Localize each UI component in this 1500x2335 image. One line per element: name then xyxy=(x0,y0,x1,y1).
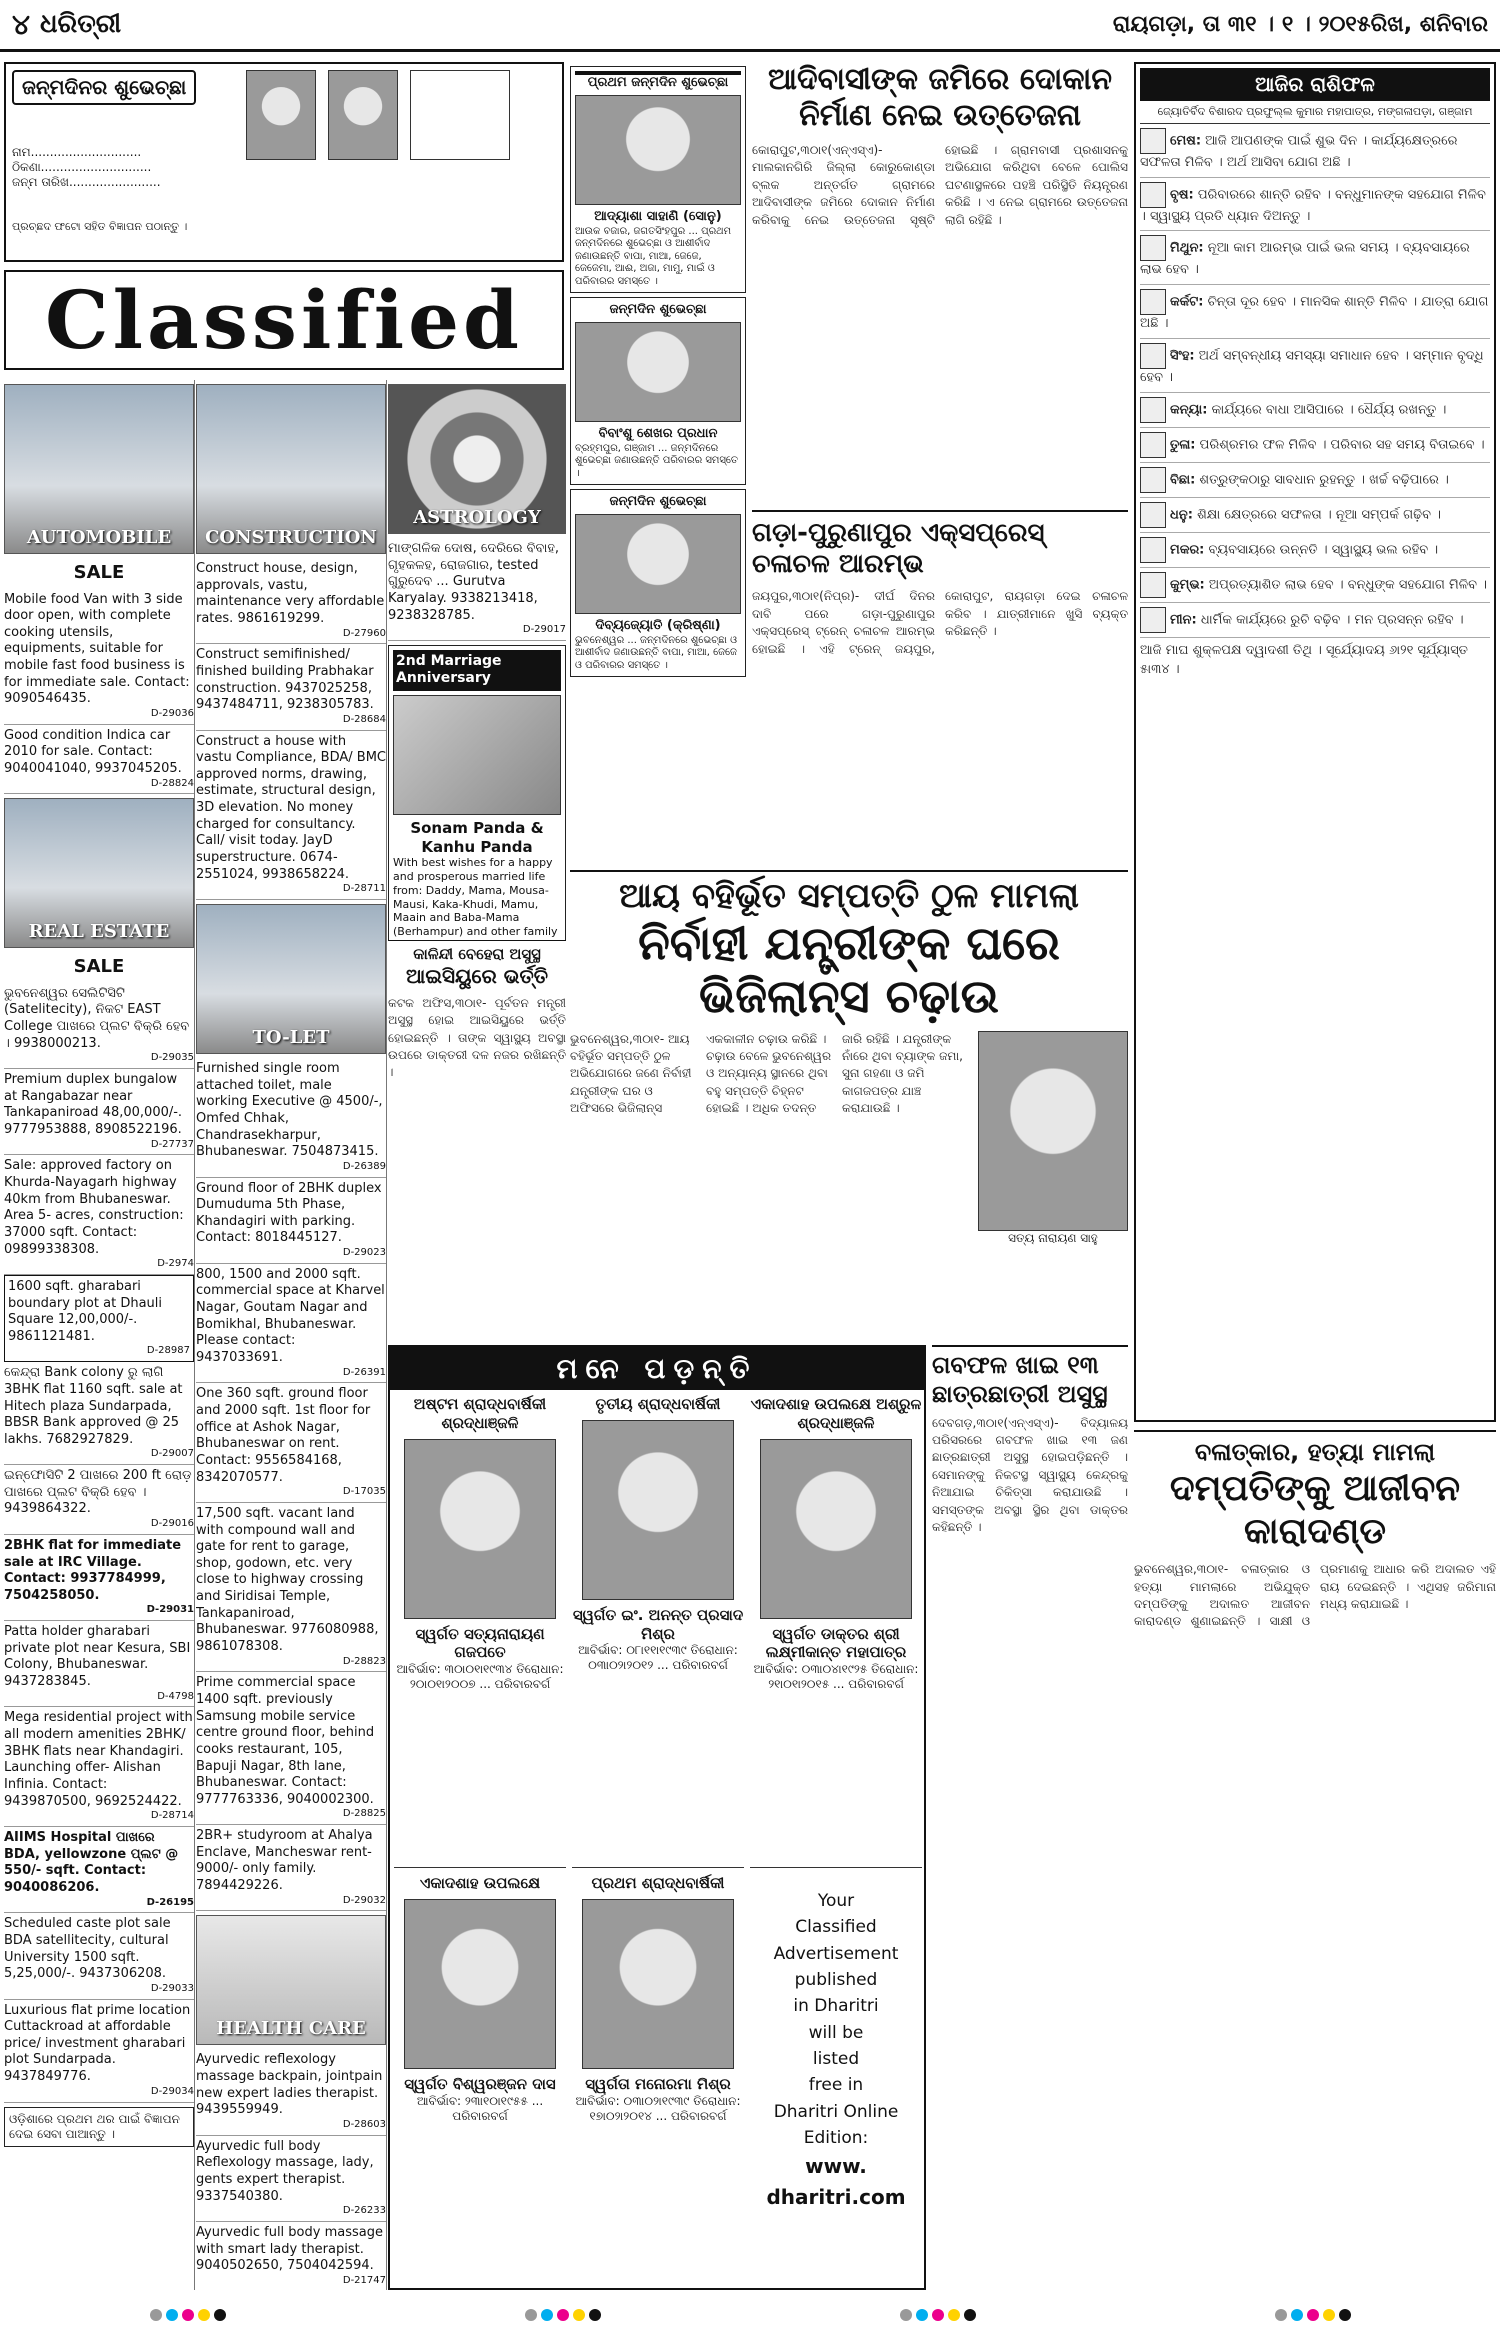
classified-ad: Prime commercial space 1400 sqft. previously Samsung mobile service centre ground floor, behind cooks restaurant, 105, Bapuji Nagar, 8th lane, Bhubaneswar. Contact: 9777763336, 9040002300. D-28825 xyxy=(196,1672,386,1825)
person-photo xyxy=(404,1439,556,1619)
headline: ଗଡ଼ା-ପୁରୁଣାପୁର ଏକ୍ସପ୍ରେସ୍ ଚଳାଚଳ ଆରମ୍ଭ xyxy=(752,518,1045,580)
masthead xyxy=(0,0,1500,52)
health-care-label: HEALTH CARE xyxy=(216,2017,366,2039)
obituary xyxy=(572,1867,744,2124)
person-photo xyxy=(978,1031,1128,1231)
column-rule xyxy=(386,380,387,2290)
sale-heading: SALE xyxy=(73,562,125,583)
kicker: ବଳାତ୍କାର, ହତ୍ୟା ମାମଲା xyxy=(1194,1438,1436,1466)
obit-text: ଆବିର୍ଭାବ: ୦୩ା୦୨ା୧୯୩୯ ତିରୋଧାନ: ୧୭ା୦୨ା୨୦୧୪ ... ପରିବାରବର୍ଗ xyxy=(575,2093,741,2123)
capricorn-icon xyxy=(1140,537,1166,563)
anniversary-text: With best wishes for a happy and prosperous married life from: Daddy, Mama, Mousa-Mausi, Kaka-Khudi, Mamu, Maain and Baba-Mama (Berhampur) and other family xyxy=(393,856,558,939)
form-note: ପ୍ରଚ୍ଛଦ ଫଟୋ ସହିତ ବିଜ୍ଞାପନ ପଠାନ୍ତୁ । xyxy=(12,220,188,233)
construction-label: CONSTRUCTION xyxy=(205,526,377,548)
birthday-wishes-column xyxy=(570,62,746,942)
wish-title: ପ୍ରଥମ ଜନ୍ମଦିନ ଶୁଭେଚ୍ଛା xyxy=(587,75,729,90)
obituary xyxy=(394,1867,566,2124)
zodiac-entry: ବିଛା: ଶତ୍ରୁଙ୍କଠାରୁ ସାବଧାନ ରୁହନ୍ତୁ । ଖର୍ଚ୍ଚ ବଢ଼ିପାରେ । xyxy=(1140,463,1490,498)
classified-ad: Sale: approved factory on Khurda-Nayagarh highway 40km from Bhubaneswar. Area 5- acres, construction: 37000 sqft. Contact: 09899338308. D-2974 xyxy=(4,1155,194,1275)
story-body: କୋରାପୁଟ,୩୦ା୧(ଏନ୍ଏସ୍‌ଏ)- ମାଲକାନଗିରି ଜିଲ୍ଲା କୋରୁକୋଣ୍ଡା ବ୍ଲକ ଅନ୍ତର୍ଗତ ଗ୍ରାମରେ ଆଦିବାସୀଙ୍କ ଜମିରେ ଦୋକାନ ନିର୍ମାଣ କରିବାକୁ ନେଇ ଉତ୍ତେଜନା ସୃଷ୍ଟି ହୋଇଛି । ଗ୍ରାମବାସୀ ପ୍ରଶାସନକୁ ଅଭିଯୋଗ କରିଥିବା ବେଳେ ପୋଲିସ ଘଟଣାସ୍ଥଳରେ ପହଞ୍ଚି ପରିସ୍ଥିତି ନିୟନ୍ତ୍ରଣ କରିଛି । ଏ ନେଇ ଗ୍ରାମରେ ଉତ୍ତେଜନା ଲାଗି ରହିଛି । xyxy=(752,143,1128,227)
astrology-label: ASTROLOGY xyxy=(413,506,541,528)
lead-story xyxy=(570,870,1128,1340)
classified-ad: Construct a house with vastu Compliance, BDA/ BMC approved norms, drawing, estimate, structural design, 3D elevation. No money charged for consultancy. Call/ visit today. JayD superstructure. 0674-2551024, 9938658224. D-28711 xyxy=(196,731,386,900)
kicker: ଆୟ ବହିର୍ଭୂତ ସମ୍ପତ୍ତି ଠୁଳ ମାମଲା xyxy=(619,876,1079,916)
form-line: ଠିକଣା............................. xyxy=(12,160,152,174)
classified-ad: Construct house, design, approvals, vastu, maintenance very affordable rates. 9861619299. D-27960 xyxy=(196,558,386,644)
horoscope-title: ଆଜିର ରାଶିଫଳ xyxy=(1140,68,1490,101)
automobile-label: AUTOMOBILE xyxy=(26,526,172,548)
virgo-icon xyxy=(1140,397,1166,423)
birthday-wish xyxy=(570,489,746,677)
classified-ad: Good condition Indica car 2010 for sale. Contact: 9040041040, 9937045205. D-28824 xyxy=(4,725,194,795)
wish-text: ଭୁବନେଶ୍ୱର ... ଜନ୍ମଦିନରେ ଶୁଭେଚ୍ଛା ଓ ଆଶୀର୍ବାଦ ଜଣାଉଛନ୍ତି ବାପା, ମାଆ, ଜେଜେ ଓ ପରିବାରର ସମସ୍ତେ । xyxy=(575,634,737,671)
wish-title: ଜନ୍ମଦିନ ଶୁଭେଚ୍ଛା xyxy=(609,302,707,317)
anniversary-ad xyxy=(388,645,566,940)
child-photo xyxy=(575,95,741,205)
obit-title: ପ୍ରଥମ ଶ୍ରାଦ୍ଧବାର୍ଷିକୀ xyxy=(591,1874,725,1892)
almanac: ଆଜି ମାଘ ଶୁକ୍ଳପକ୍ଷ ଦ୍ୱାଦଶୀ ତିଥି । ସୂର୍ଯ୍ୟୋଦୟ ୬ା୨୧ ସୂର୍ଯ୍ୟାସ୍ତ ୫ା୩୪ । xyxy=(1140,642,1468,677)
obit-text: ଆବିର୍ଭାବ: ୦୩ା୦୪ା୧୯୨୫ ତିରୋଧାନ: ୨୧ା୦୧ା୨୦୧୫ ... ପରିବାରବର୍ଗ xyxy=(753,1662,919,1691)
news-story xyxy=(1134,1430,1496,2290)
classified-ad: ଭୁବନେଶ୍ୱର ସେଲିଟିସିଟି (Satelitecity), ନିକଟ EAST College ପାଖରେ ପ୍ଲଟ ବିକ୍ରି ହେବ । 9938000213. D-29035 xyxy=(4,983,194,1069)
obit-name: ସ୍ୱର୍ଗତ ବିଶ୍ୱରଞ୍ଜନ ଦାସ xyxy=(404,2074,556,2093)
libra-icon xyxy=(1140,432,1166,458)
birthday-form-title: ଜନ୍ମଦିନର ଶୁଭେଚ୍ଛା xyxy=(12,70,196,105)
classified-ad: Construct semifinished/ finished building Prabhakar construction. 9437025258, 9437484711, 9238305783. D-28684 xyxy=(196,644,386,730)
classified-ad: Ayurvedic reflexology massage backpain, jointpain new expert ladies therapist. 9439559949. D-28603 xyxy=(196,2049,386,2135)
news-story xyxy=(752,510,1128,870)
issue-date: ରାୟଗଡ଼ା, ତା ୩୧ । ୧ । ୨୦୧୫ରିଖ, ଶନିବାର xyxy=(1112,11,1488,37)
obit-text: ଆବିର୍ଭାବ: ୦୮ା୧୧ା୧୯୩୯ ତିରୋଧାନ: ୦୩ା୦୨ା୨୦୧୨ ... ପରିବାରବର୍ଗ xyxy=(578,1643,738,1673)
classified-ad: AIIMS Hospital ପାଖରେ BDA, yellowzone ପ୍ଲଟ @ 550/- sqft. Contact: 9040086206. D-26195 xyxy=(4,1827,194,1913)
obit-title: ଅଷ୍ଟମ ଶ୍ରାଦ୍ଧବାର୍ଷିକୀ ଶ୍ରଦ୍ଧାଞ୍ଜଳି xyxy=(413,1395,547,1432)
zodiac-entry: କୁମ୍ଭ: ଅପ୍ରତ୍ୟାଶିତ ଲାଭ ହେବ । ବନ୍ଧୁଙ୍କ ସହଯୋଗ ମିଳିବ । xyxy=(1140,568,1490,603)
classified-ad: 2BHK flat for immediate sale at IRC Village. Contact: 9937784999, 7504258050. D-29031 xyxy=(4,1535,194,1621)
classified-ad: 17,500 sqft. vacant land with compound wall and gate for rent to garage, shop, godown, etc. very close to highway crossing and Siridisai Temple, Tankapaniroad, Bhubaneswar. 9776080988, 9861078308. D-28823 xyxy=(196,1503,386,1672)
sale-heading: SALE xyxy=(73,956,125,978)
form-line: ଜନ୍ମ ତାରିଖ........................ xyxy=(12,175,161,189)
photo-caption: ସତ୍ୟ ନାରାୟଣ ସାହୁ xyxy=(1008,1230,1098,1245)
news-story xyxy=(932,1345,1128,2290)
obituary xyxy=(750,1395,922,1692)
news-story xyxy=(388,940,566,1340)
obituary-band: ମନେ ପଡ଼ନ୍ତି xyxy=(390,1347,924,1390)
real-estate-label: REAL ESTATE xyxy=(28,920,170,942)
person-photo xyxy=(404,1899,556,2069)
zodiac-entry: ବୃଷ: ପରିବାରରେ ଶାନ୍ତି ରହିବ । ବନ୍ଧୁମାନଙ୍କ ସହଯୋଗ ମିଳିବ । ସ୍ୱାସ୍ଥ୍ୟ ପ୍ରତି ଧ୍ୟାନ ଦିଅନ୍ତୁ । xyxy=(1140,178,1490,232)
zodiac-entry: କନ୍ୟା: କାର୍ଯ୍ୟରେ ବାଧା ଆସିପାରେ । ଧୈର୍ଯ୍ୟ ରଖନ୍ତୁ । xyxy=(1140,393,1490,428)
anniversary-title: 2nd Marriage Anniversary xyxy=(393,650,561,691)
classified-ad: Furnished single room attached toilet, male working Executive @ 4500/-, Omfed Chhak, Chandrasekharpur, Bhubaneswar. 7504873415. D-26389 xyxy=(196,1058,386,1178)
story-body: ଦେବଗଡ଼,୩୦ା୧(ଏନ୍ଏସ୍‌ଏ)- ବିଦ୍ୟାଳୟ ପରିସରରେ ଗବଫଳ ଖାଇ ୧୩ ଜଣ ଛାତ୍ରଛାତ୍ରୀ ଅସୁସ୍ଥ ହୋଇପଡ଼ିଛନ୍ତି । ସେମାନଙ୍କୁ ନିକଟସ୍ଥ ସ୍ୱାସ୍ଥ୍ୟ କେନ୍ଦ୍ରକୁ ନିଆଯାଇ ଚିକିତ୍ସା କରାଯାଉଛି । ସମସ୍ତଙ୍କ ଅବସ୍ଥା ସ୍ଥିର ଥିବା ଡାକ୍ତର କହିଛନ୍ତି । xyxy=(932,1415,1128,1534)
classified-column-1 xyxy=(4,380,194,2290)
classified-ad: ମାଙ୍ଗଳିକ ଦୋଷ, ଦେରିରେ ବିବାହ, ଗୃହକଳହ, ରୋଜଗାର, tested ଗୁରୁଦେବ ... Gurutva Karyalay. 9338213418, 9238328785. D-29017 xyxy=(388,538,566,641)
obituary xyxy=(394,1395,566,1692)
bottom-note: ଓଡ଼ିଶାରେ ପ୍ରଥମ ଥର ପାଇଁ ବିଜ୍ଞାପନ ଦେଇ ସେବା ପାଆନ୍ତୁ । xyxy=(4,2107,194,2147)
birthday-form xyxy=(4,62,564,262)
horoscope-byline: ଜ୍ୟୋତିର୍ବିଦ ବିଶାରଦ ପ୍ରଫୁଲ୍ଲ କୁମାର ମହାପାତ୍ର, ମଙ୍ଗଳାପଡ଼ା, ଗଞ୍ଜାମ xyxy=(1140,101,1490,124)
classified-ad: 800, 1500 and 2000 sqft. commercial space at Kharvel Nagar, Goutam Nagar and Bomikhal, Bhubaneswar. Please contact: 9437033691. D-26391 xyxy=(196,1264,386,1384)
wish-name: ଆଦ୍ୟାଶା ସାହାଣି (ସୋନୁ) xyxy=(594,209,722,225)
to-let-section-image xyxy=(196,904,386,1054)
wish-name: ଦିବ୍ୟଜ୍ୟୋତି (କ୍ରିଷ୍ଣା) xyxy=(595,618,721,634)
classified-ad: Ayurvedic full body Reflexology massage, lady, gents expert therapist. 9337540380. D-26233 xyxy=(196,2136,386,2222)
news-story xyxy=(752,62,1128,502)
classified-ad: Patta holder gharabari private plot near Kesura, SBI Colony, Bhubaneswar. 9437283845. D-4798 xyxy=(4,1621,194,1707)
column-rule xyxy=(194,380,195,2290)
classified-banner: Classified xyxy=(4,270,564,370)
headline: ଦମ୍ପତିଙ୍କୁ ଆଜୀବନ କାରାଦଣ୍ଡ xyxy=(1169,1467,1461,1552)
obit-name: ସ୍ୱର୍ଗତ ଇଂ. ଅନନ୍ତ ପ୍ରସାଦ ମିଶ୍ର xyxy=(572,1605,744,1643)
birthday-wish xyxy=(570,66,746,293)
headline: ଆଦିବାସୀଙ୍କ ଜମିରେ ଦୋକାନ ନିର୍ମାଣ ନେଇ ଉତ୍ତେଜନା xyxy=(767,62,1113,133)
online-promo: Your Classified Advertisement published in Dharitri will be listed free in Dharitri Online Edition: www. dharitri.com xyxy=(750,1867,922,2213)
construction-section-image xyxy=(196,384,386,554)
taurus-icon xyxy=(1140,182,1166,208)
zodiac-entry: ମିଥୁନ: ନୂଆ କାମ ଆରମ୍ଭ ପାଇଁ ଭଲ ସମୟ । ବ୍ୟବସାୟରେ ଲାଭ ହେବ । xyxy=(1140,231,1490,285)
wish-title: ଜନ୍ମଦିନ ଶୁଭେଚ୍ଛା xyxy=(609,494,707,509)
kicker: କାଳିନ୍ଦୀ ବେହେରା ଅସୁସ୍ଥ xyxy=(413,945,541,963)
registration-dots xyxy=(1273,2309,1353,2327)
zodiac-entry: ସିଂହ: ଅର୍ଥ ସମ୍ବନ୍ଧୀୟ ସମସ୍ୟା ସମାଧାନ ହେବ । ସମ୍ମାନ ବୃଦ୍ଧି ହେବ । xyxy=(1140,339,1490,393)
registration-dots xyxy=(898,2309,978,2327)
classified-ad: One 360 sqft. ground floor and 2000 sqft. 1st floor for office at Ashok Nagar, Bhubaneswar on rent. Contact: 9556584168, 8342070577. D-17035 xyxy=(196,1383,386,1503)
aries-icon xyxy=(1140,128,1166,154)
classified-ad: Mega residential project with all modern amenities 2BHK/ 3BHK flats near Khandagiri. Launching offer- Alishan Infinia. Contact: 9439870500, 9692524422. D-28714 xyxy=(4,1707,194,1827)
horoscope-section xyxy=(1134,62,1496,1422)
zodiac-entry: ମୀନ: ଧାର୍ମିକ କାର୍ଯ୍ୟରେ ରୁଚି ବଢ଼ିବ । ମନ ପ୍ରସନ୍ନ ରହିବ । xyxy=(1140,603,1490,638)
classified-column-2 xyxy=(196,380,386,2290)
headline: ନିର୍ବାହୀ ଯନ୍ତ୍ରୀଙ୍କ ଘରେ ଭିଜିଲାନ୍ସ ଚଢ଼ାଉ xyxy=(638,915,1060,1023)
story-body: ଭୁବନେଶ୍ୱର,୩୦ା୧- ବଳାତ୍କାର ଓ ହତ୍ୟା ମାମଲାରେ ଅଭିଯୁକ୍ତ ଦମ୍ପତିଙ୍କୁ ଅଦାଲତ ଆଜୀବନ କାରାଦଣ୍ଡ ଶୁଣାଇଛନ୍ତି । ସାକ୍ଷୀ ଓ ପ୍ରମାଣକୁ ଆଧାର କରି ଅଦାଲତ ଏହି ରାୟ ଦେଇଛନ୍ତି । ଏଥିସହ ଜରିମାନା ମଧ୍ୟ କରାଯାଇଛି । xyxy=(1134,1562,1496,1629)
registration-dots xyxy=(523,2309,603,2327)
zodiac-entry: ତୁଳା: ପରିଶ୍ରମର ଫଳ ମିଳିବ । ପରିବାର ସହ ସମୟ ବିତାଇବେ । xyxy=(1140,428,1490,463)
obituary-section xyxy=(388,1345,926,2290)
classified-ad: Luxurious flat prime location Cuttackroad at affordable price/ investment gharabari plot Sundarpada. 9437849776. D-29034 xyxy=(4,2000,194,2103)
anniversary-names: Sonam Panda & Kanhu Panda xyxy=(410,818,544,856)
person-photo xyxy=(582,1899,734,2069)
obit-name: ସ୍ୱର୍ଗତ ସତ୍ୟନାରାୟଣ ଗଜପତେ xyxy=(415,1624,545,1662)
zodiac-entry: ଧନୁ: ଶିକ୍ଷା କ୍ଷେତ୍ରରେ ସଫଳତା । ନୂଆ ସମ୍ପର୍କ ଗଢ଼ିବ । xyxy=(1140,498,1490,533)
classified-ad: Ground floor of 2BHK duplex Dumuduma 5th Phase, Khandagiri with parking. Contact: 8018445127. D-29023 xyxy=(196,1178,386,1264)
story-body: ଜୟପୁର,୩୦ା୧(ନିପ୍ର)- ଦୀର୍ଘ ଦିନର ଦାବି ପରେ ଗଡ଼ା-ପୁରୁଣାପୁର ଏକ୍ସପ୍ରେସ୍ ଟ୍ରେନ୍ ଚଳାଚଳ ଆରମ୍ଭ ହୋଇଛି । ଏହି ଟ୍ରେନ୍ ଜୟପୁର, କୋରାପୁଟ, ରାୟଗଡ଼ା ଦେଇ ଚଳାଚଳ କରିବ । ଯାତ୍ରୀମାନେ ଖୁସି ବ୍ୟକ୍ତ କରିଛନ୍ତି । xyxy=(752,589,1128,656)
wish-name: ବିବାଂଶୁ ଶେଖର ପ୍ରଧାନ xyxy=(598,426,718,442)
couple-photo xyxy=(393,695,561,815)
page-number: ୪ xyxy=(12,8,30,41)
automobile-section-image xyxy=(4,384,194,554)
person-photo xyxy=(760,1439,912,1619)
aquarius-icon xyxy=(1140,572,1166,598)
form-line: ନାମ............................. xyxy=(12,145,142,159)
registration-dots xyxy=(148,2309,228,2327)
person-photo xyxy=(582,1420,734,1600)
obit-text: ଆବିର୍ଭାବ: ୨୩ା୧୦ା୧୯୫୫ ... ପରିବାରବର୍ଗ xyxy=(416,2093,544,2123)
child-photo xyxy=(328,70,398,160)
pisces-icon xyxy=(1140,607,1166,633)
obit-name: ସ୍ୱର୍ଗତ ଡାକ୍ତର ଶ୍ରୀ ଲକ୍ଷ୍ମୀକାନ୍ତ ମହାପାତ୍ର xyxy=(765,1624,907,1662)
obit-title: ତୃତୀୟ ଶ୍ରାଦ୍ଧବାର୍ଷିକୀ xyxy=(595,1395,721,1413)
obit-text: ଆବିର୍ଭାବ: ୩୦ା୦୧ା୧୯୩୪ ତିରୋଧାନ: ୨୦ା୦୧ା୨୦୦୭ ... ପରିବାରବର୍ଗ xyxy=(396,1662,564,1691)
classified-ad: 1600 sqft. gharabari boundary plot at Dhauli Square 12,00,000/-. 9861121481. D-28987 xyxy=(4,1275,194,1362)
print-registration-marks xyxy=(0,2300,1500,2335)
scorpio-icon xyxy=(1140,467,1166,493)
classified-ad: Ayurvedic full body massage with smart lady therapist. 9040502650, 7504042594. D-21747 xyxy=(196,2222,386,2290)
leo-icon xyxy=(1140,343,1166,369)
wish-text: ଆଉକ ବଜାର, ଜଗତସିଂହପୁର ... ପ୍ରଥମ ଜନ୍ମଦିନରେ ଶୁଭେଚ୍ଛା ଓ ଆଶୀର୍ବାଦ ଜଣାଉଛନ୍ତି ବାପା, ମାଆ, ଜେଜେ, ଜେଜେମା, ଆଈ, ଅଜା, ମାମୁ, ମାଇଁ ଓ ପରିବାରର ସମସ୍ତେ । xyxy=(575,225,732,287)
obit-title: ଏକାଦଶାହ ଉପଲକ୍ଷେ ଅଶ୍ରୁଳ ଶ୍ରଦ୍ଧାଞ୍ଜଳି xyxy=(750,1395,922,1432)
astrology-section-image xyxy=(388,384,566,534)
zodiac-entry: କର୍କଟ: ଚିନ୍ତା ଦୂର ହେବ । ମାନସିକ ଶାନ୍ତି ମିଳିବ । ଯାତ୍ରା ଯୋଗ ଅଛି । xyxy=(1140,285,1490,339)
obituary xyxy=(572,1395,744,1673)
zodiac-entry: ମେଷ: ଆଜି ଆପଣଙ୍କ ପାଇଁ ଶୁଭ ଦିନ । କାର୍ଯ୍ୟକ୍ଷେତ୍ରରେ ସଫଳତା ମିଳିବ । ଅର୍ଥ ଆସିବା ଯୋଗ ଅଛି । xyxy=(1140,124,1490,178)
classified-ad: କେନ୍ଦ୍ରା Bank colony ରୁ ଲାଗି 3BHK flat 1160 sqft. sale at Hitech plaza Sundarpada, BBSR Bank approved @ 25 lakhs. 7682927829. D-29007 xyxy=(4,1362,194,1465)
obit-title: ଏକାଦଶାହ ଉପଲକ୍ଷେ xyxy=(419,1874,541,1892)
newspaper-name: ଧରିତ୍ରୀ xyxy=(39,9,122,40)
classified-ad: Scheduled caste plot sale BDA satellitecity, cultural University 1500 sqft. 5,25,000/-. 9437306208. D-29033 xyxy=(4,1913,194,1999)
to-let-label: TO-LET xyxy=(252,1026,330,1048)
child-photo xyxy=(575,322,741,422)
classified-ad: Premium duplex bungalow at Rangabazar near Tankapaniroad 48,00,000/-. 9777953888, 8908522196. D-27737 xyxy=(4,1069,194,1155)
story-body: କଟକ ଅଫିସ,୩୦ା୧- ପୂର୍ବତନ ମନ୍ତ୍ରୀ ଅସୁସ୍ଥ ହୋଇ ଆଇସିୟୁରେ ଭର୍ତ୍ତି ହୋଇଛନ୍ତି । ତାଙ୍କ ସ୍ୱାସ୍ଥ୍ୟ ଅବସ୍ଥା ଉପରେ ଡାକ୍ତରୀ ଦଳ ନଜର ରଖିଛନ୍ତି । xyxy=(388,995,566,1080)
real-estate-section-image xyxy=(4,798,194,948)
headline: ଗବଫଳ ଖାଇ ୧୩ ଛାତ୍ରଛାତ୍ରୀ ଅସୁସ୍ଥ xyxy=(932,1351,1108,1408)
zodiac-entry: ମକର: ବ୍ୟବସାୟରେ ଉନ୍ନତି । ସ୍ୱାସ୍ଥ୍ୟ ଭଲ ରହିବ । xyxy=(1140,533,1490,568)
classified-ad: ଇନ୍‌ଫୋସିଟି 2 ପାଖରେ 200 ft ରୋଡ଼ ପାଖରେ ପ୍ଲଟ ବିକ୍ରି ହେବ । 9439864322. D-29016 xyxy=(4,1465,194,1535)
classified-ad: 2BR+ studyroom at Ahalya Enclave, Mancheswar rent- 9000/- only family. 7894429226. D-29032 xyxy=(196,1825,386,1911)
classified-column-3 xyxy=(388,380,566,940)
child-photo xyxy=(575,514,741,614)
headline: ଆଇସିୟୁରେ ଭର୍ତ୍ତି xyxy=(406,963,548,988)
story-body: ଭୁବନେଶ୍ୱର,୩୦ା୧- ଆୟ ବହିର୍ଭୂତ ସମ୍ପତ୍ତି ଠୁଳ ଅଭିଯୋଗରେ ଜଣେ ନିର୍ବାହୀ ଯନ୍ତ୍ରୀଙ୍କ ଘର ଓ ଅଫିସରେ ଭିଜିଲାନ୍ସ ଏକକାଳୀନ ଚଢ଼ାଉ କରିଛି । ଚଢ଼ାଉ ବେଳେ ଭୁବନେଶ୍ୱର ଓ ଅନ୍ୟାନ୍ୟ ସ୍ଥାନରେ ଥିବା ବହୁ ସମ୍ପତ୍ତି ଚିହ୍ନଟ ହୋଇଛି । ଅଧିକ ତଦନ୍ତ ଜାରି ରହିଛି । ଯନ୍ତ୍ରୀଙ୍କ ନାଁରେ ଥିବା ବ୍ୟାଙ୍କ ଜମା, ସୁନା ଗହଣା ଓ ଜମି କାଗଜପତ୍ର ଯାଞ୍ଚ କରାଯାଉଛି । xyxy=(570,1031,963,1116)
health-care-section-image xyxy=(196,1915,386,2045)
obit-name: ସ୍ୱର୍ଗତା ମନୋରମା ମିଶ୍ର xyxy=(585,2074,731,2093)
classified-ad: Mobile food Van with 3 side door open, with complete cooking utensils, equipments, suitable for mobile fast food business is for immediate sale. Contact: 9090546435. D-29036 xyxy=(4,589,194,725)
birthday-wish xyxy=(570,297,746,485)
gemini-icon xyxy=(1140,235,1166,261)
photo-placeholder xyxy=(410,70,510,160)
child-photo xyxy=(246,70,316,160)
cancer-icon xyxy=(1140,289,1166,315)
wish-text: ବ୍ରହ୍ମପୁର, ଗଞ୍ଜାମ ... ଜନ୍ମଦିନରେ ଶୁଭେଚ୍ଛା ଜଣାଉଛନ୍ତି ପରିବାରର ସମସ୍ତେ । xyxy=(575,442,739,479)
sagittarius-icon xyxy=(1140,502,1166,528)
